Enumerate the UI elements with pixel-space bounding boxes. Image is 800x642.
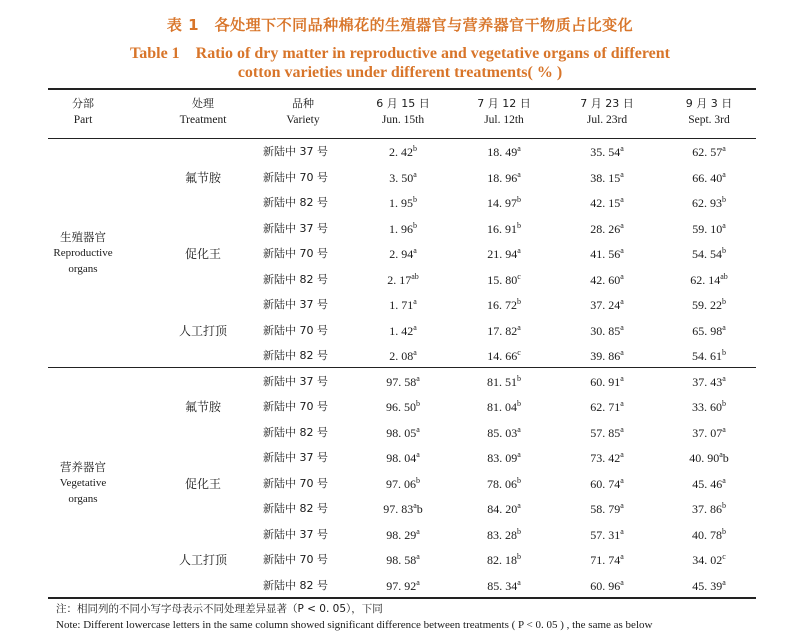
variety-cell: 新陆中 82 号: [263, 272, 328, 286]
variety-cell: 新陆中 82 号: [263, 196, 328, 209]
treatment-label: 氟节胺: [184, 400, 221, 414]
significance-letter: a: [620, 246, 624, 255]
value-cell: 62. $14^{ab}$: [690, 271, 728, 287]
part-label-zh: 营养器官: [60, 459, 106, 474]
value-cell: 18. 49$^a$: [487, 144, 521, 159]
significance-letter: a: [517, 424, 521, 434]
value-cell: 30. 85$^a$: [590, 322, 624, 338]
significance-letter: a: [413, 169, 417, 179]
column-header-en: Jun. 15th: [381, 114, 425, 126]
significance-letter: a: [722, 322, 726, 332]
value-cell: 40. 78$^b$: [692, 526, 726, 542]
significance-letter: b: [517, 373, 521, 383]
column-header-en: Treatment: [179, 114, 227, 126]
value-cell: 58. 79$^a$: [590, 501, 624, 516]
significance-letter: a: [620, 475, 624, 485]
variety-cell: 新陆中 82 号: [263, 425, 328, 439]
value-cell: 1. 95$^b$: [389, 195, 417, 210]
value-cell: 21. 94$^a$: [487, 246, 521, 261]
column-header-zh: 9 月 3 日: [685, 97, 733, 110]
value-cell: 40. 90$^a$b: [689, 450, 729, 465]
value-cell: 38. 15$^a$: [590, 169, 624, 185]
significance-letter: a: [620, 322, 624, 332]
significance-letter: a: [722, 373, 726, 383]
column-header: [559, 96, 655, 128]
table-title-zh: 表 1 各处理下不同品种棉花的生殖器官与营养器官干物质占比变化: [166, 16, 634, 34]
value-cell: 45. 39$^a$: [692, 577, 726, 593]
value-cell: 54. 61$^b$: [692, 348, 726, 363]
column-header-en: Jul. 12th: [484, 114, 524, 126]
value-cell: 2. 94$^a$: [389, 246, 417, 261]
variety-cell: 新陆中 82 号: [263, 502, 328, 515]
significance-letter: a: [416, 424, 420, 434]
value-cell: 66. 40$^a$: [692, 169, 726, 185]
column-header-en: Variety: [286, 114, 320, 126]
value-cell: 45. 46$^a$: [692, 475, 726, 491]
significance-letter: b: [722, 297, 726, 306]
variety-cell: 新陆中 37 号: [263, 145, 328, 158]
significance-letter: a: [722, 577, 726, 587]
significance-letter: b: [517, 195, 521, 204]
significance-letter: a: [620, 297, 624, 306]
value-cell: 97. 92$^a$: [386, 577, 420, 593]
significance-letter: a: [413, 348, 417, 357]
table-note-zh: 注：相同列的不同小写字母表示不同处理差异显著（P < 0. 05），下同: [56, 603, 383, 615]
value-cell: 57. 85$^a$: [590, 424, 624, 440]
treatment-label: 促化王: [184, 476, 221, 491]
value-cell: 62. 71$^a$: [590, 399, 624, 414]
significance-letter: a: [413, 501, 417, 510]
value-cell: 16. 91$^b$: [487, 220, 521, 236]
value-cell: 2. 42$^b$: [389, 144, 417, 159]
value-cell: 60. 91$^a$: [590, 373, 624, 389]
significance-letter: b: [517, 297, 521, 306]
significance-letter: b: [722, 526, 726, 536]
significance-letter: a: [413, 297, 417, 306]
value-cell: 98. 04$^a$: [386, 450, 420, 465]
value-cell: 1. 96$^b$: [389, 220, 417, 236]
value-cell: 37. 24$^a$: [590, 297, 624, 312]
significance-letter: a: [517, 322, 521, 332]
significance-letter: a: [416, 450, 420, 459]
table-header-rule: [48, 138, 756, 139]
table-top-rule: [48, 88, 756, 90]
significance-letter: a: [620, 144, 624, 153]
column-header: [456, 96, 552, 128]
value-cell: 97. 83$^a$b: [383, 501, 423, 516]
significance-letter: ab: [720, 271, 728, 281]
column-header-en: Part: [73, 114, 93, 126]
column-header: [255, 96, 351, 128]
significance-letter: a: [620, 169, 624, 179]
significance-letter: b: [722, 195, 726, 204]
significance-letter: b: [413, 195, 417, 204]
value-cell: 81. 04$^b$: [487, 399, 521, 414]
table-section-rule: [48, 367, 756, 368]
part-label-en: Reproductive: [53, 247, 113, 259]
variety-cell: 新陆中 37 号: [263, 527, 328, 541]
value-cell: 54. 54$^b$: [692, 246, 726, 261]
significance-letter: a: [620, 526, 624, 536]
value-cell: 2. $17^{ab}$: [387, 271, 419, 287]
value-cell: 33. 60$^b$: [692, 399, 726, 414]
significance-letter: a: [620, 348, 624, 357]
value-cell: 37. 07$^a$: [692, 424, 726, 440]
value-cell: 60. 96$^a$: [590, 577, 624, 593]
significance-letter: a: [620, 373, 624, 383]
table-bottom-rule: [48, 597, 756, 599]
variety-cell: 新陆中 37 号: [263, 298, 328, 311]
significance-letter: a: [620, 450, 624, 459]
column-header-zh: 分部: [72, 97, 94, 110]
value-cell: 81. 51$^b$: [487, 373, 521, 389]
value-cell: 14. 97$^b$: [487, 195, 521, 210]
value-cell: 84. 20$^a$: [487, 501, 521, 516]
value-cell: 96. 50$^b$: [386, 399, 420, 414]
value-cell: 16. 72$^b$: [487, 297, 521, 312]
significance-letter: b: [722, 399, 726, 408]
part-label: [23, 459, 143, 507]
value-cell: 2. 08$^a$: [389, 348, 417, 363]
table-note-en: Note: Different lowercase letters in the same column showed significant difference between treatments ( P < 0. 05 ) , the same as below: [56, 619, 653, 631]
value-cell: 42. 15$^a$: [590, 195, 624, 210]
significance-letter: a: [416, 373, 420, 383]
significance-letter: a: [416, 552, 420, 561]
significance-letter: a: [517, 246, 521, 255]
variety-cell: 新陆中 82 号: [263, 349, 328, 362]
column-header-zh: 6 月 15 日: [376, 97, 430, 110]
treatment-label: 人工打顶: [178, 323, 227, 338]
significance-letter: a: [620, 399, 624, 408]
significance-letter: a: [413, 246, 417, 255]
table-title-en-line2: cotton varieties under different treatments( % ): [237, 64, 563, 81]
variety-cell: 新陆中 37 号: [263, 221, 328, 235]
significance-letter: a: [620, 552, 624, 561]
significance-letter: a: [620, 501, 624, 510]
value-cell: 59. 22$^b$: [692, 297, 726, 312]
significance-letter: a: [620, 220, 624, 230]
value-cell: 15. 80$^c$: [487, 271, 521, 287]
significance-letter: b: [722, 246, 726, 255]
value-cell: 3. 50$^a$: [389, 169, 417, 185]
value-cell: 17. 82$^a$: [487, 322, 521, 338]
value-cell: 59. 10$^a$: [692, 220, 726, 236]
part-label-zh: 生殖器官: [60, 230, 106, 244]
value-cell: 57. 31$^a$: [590, 526, 624, 542]
significance-letter: b: [517, 552, 521, 561]
significance-letter: a: [517, 169, 521, 179]
value-cell: 97. 58$^a$: [386, 373, 420, 389]
part-label-en: organs: [68, 263, 98, 275]
variety-cell: 新陆中 70 号: [263, 323, 328, 337]
value-cell: 83. 28$^b$: [487, 526, 521, 542]
part-label-en: organs: [68, 492, 98, 505]
significance-letter: a: [722, 144, 726, 153]
significance-letter: a: [620, 424, 624, 434]
significance-letter: a: [416, 577, 420, 587]
significance-letter: a: [722, 169, 726, 179]
significance-letter: b: [517, 220, 521, 230]
significance-letter: a: [620, 577, 624, 587]
column-header-zh: 7 月 12 日: [477, 97, 531, 110]
variety-cell: 新陆中 70 号: [263, 170, 328, 184]
significance-letter: b: [413, 144, 417, 153]
value-cell: 41. 56$^a$: [590, 246, 624, 261]
variety-cell: 新陆中 70 号: [263, 247, 328, 260]
value-cell: 37. 43$^a$: [692, 373, 726, 389]
value-cell: 1. 42$^a$: [389, 322, 417, 338]
value-cell: 71. 74$^a$: [590, 552, 624, 567]
significance-letter: b: [517, 475, 521, 485]
column-header-zh: 品种: [292, 97, 314, 110]
value-cell: 65. 98$^a$: [692, 322, 726, 338]
column-header: [155, 96, 251, 128]
significance-letter: a: [722, 424, 726, 434]
value-cell: 85. 03$^a$: [487, 424, 521, 440]
significance-letter: a: [517, 144, 521, 153]
variety-cell: 新陆中 70 号: [263, 476, 328, 490]
significance-letter: a: [517, 501, 521, 510]
column-header-zh: 7 月 23 日: [580, 97, 634, 110]
significance-letter: a: [517, 450, 521, 459]
value-cell: 97. 06$^b$: [386, 475, 420, 491]
significance-letter: b: [416, 475, 420, 485]
value-cell: 28. 26$^a$: [590, 220, 624, 236]
column-header-en: Sept. 3rd: [688, 114, 730, 126]
variety-cell: 新陆中 82 号: [263, 578, 328, 592]
value-cell: 98. 29$^a$: [386, 526, 420, 542]
significance-letter: a: [620, 195, 624, 204]
value-cell: 37. 86$^b$: [692, 501, 726, 516]
significance-letter: a: [413, 322, 417, 332]
significance-letter: a: [416, 526, 420, 536]
part-label-en: Vegetative: [59, 476, 107, 489]
value-cell: 82. 18$^b$: [487, 552, 521, 567]
value-cell: 39. 86$^a$: [590, 348, 624, 363]
significance-letter: a: [517, 577, 521, 587]
value-cell: 60. 74$^a$: [590, 475, 624, 491]
significance-letter: c: [722, 552, 726, 561]
value-cell: 83. 09$^a$: [487, 450, 521, 465]
table-title-en-line1: Table 1 Ratio of dry matter in reproductive and vegetative organs of different: [130, 45, 670, 62]
variety-cell: 新陆中 70 号: [263, 553, 328, 566]
column-header-zh: 处理: [192, 97, 214, 110]
value-cell: 42. 60$^a$: [590, 271, 624, 287]
treatment-label: 人工打顶: [178, 553, 227, 567]
column-header: [355, 96, 451, 128]
value-cell: 78. 06$^b$: [487, 475, 521, 491]
value-cell: 73. 42$^a$: [590, 450, 624, 465]
significance-letter: b: [413, 220, 417, 230]
significance-letter: a: [620, 271, 624, 281]
value-cell: 62. 57$^a$: [692, 144, 726, 159]
significance-letter: b: [722, 501, 726, 510]
value-cell: 35. 54$^a$: [590, 144, 624, 159]
value-cell: 98. 58$^a$: [386, 552, 420, 567]
treatment-label: 促化王: [184, 247, 221, 261]
value-cell: 85. 34$^a$: [487, 577, 521, 593]
treatment-label: 氟节胺: [184, 170, 221, 185]
significance-letter: b: [722, 348, 726, 357]
column-header: [661, 96, 757, 128]
value-cell: 34. 02$^c$: [692, 552, 726, 567]
significance-letter: c: [517, 348, 521, 357]
value-cell: 98. 05$^a$: [386, 424, 420, 440]
significance-letter: b: [517, 526, 521, 536]
significance-letter: b: [416, 399, 420, 408]
significance-letter: a: [722, 475, 726, 485]
value-cell: 1. 71$^a$: [389, 297, 417, 312]
significance-letter: c: [517, 271, 521, 281]
variety-cell: 新陆中 70 号: [263, 400, 328, 413]
column-header: [35, 96, 131, 128]
significance-letter: a: [719, 450, 723, 459]
column-header-en: Jul. 23rd: [586, 114, 628, 126]
value-cell: 62. 93$^b$: [692, 195, 726, 210]
part-label: [23, 229, 143, 277]
value-cell: 14. 66$^c$: [487, 348, 521, 363]
significance-letter: b: [517, 399, 521, 408]
significance-letter: a: [722, 220, 726, 230]
value-cell: 18. 96$^a$: [487, 169, 521, 185]
variety-cell: 新陆中 37 号: [263, 451, 328, 464]
variety-cell: 新陆中 37 号: [263, 374, 328, 388]
significance-letter: ab: [411, 271, 419, 281]
